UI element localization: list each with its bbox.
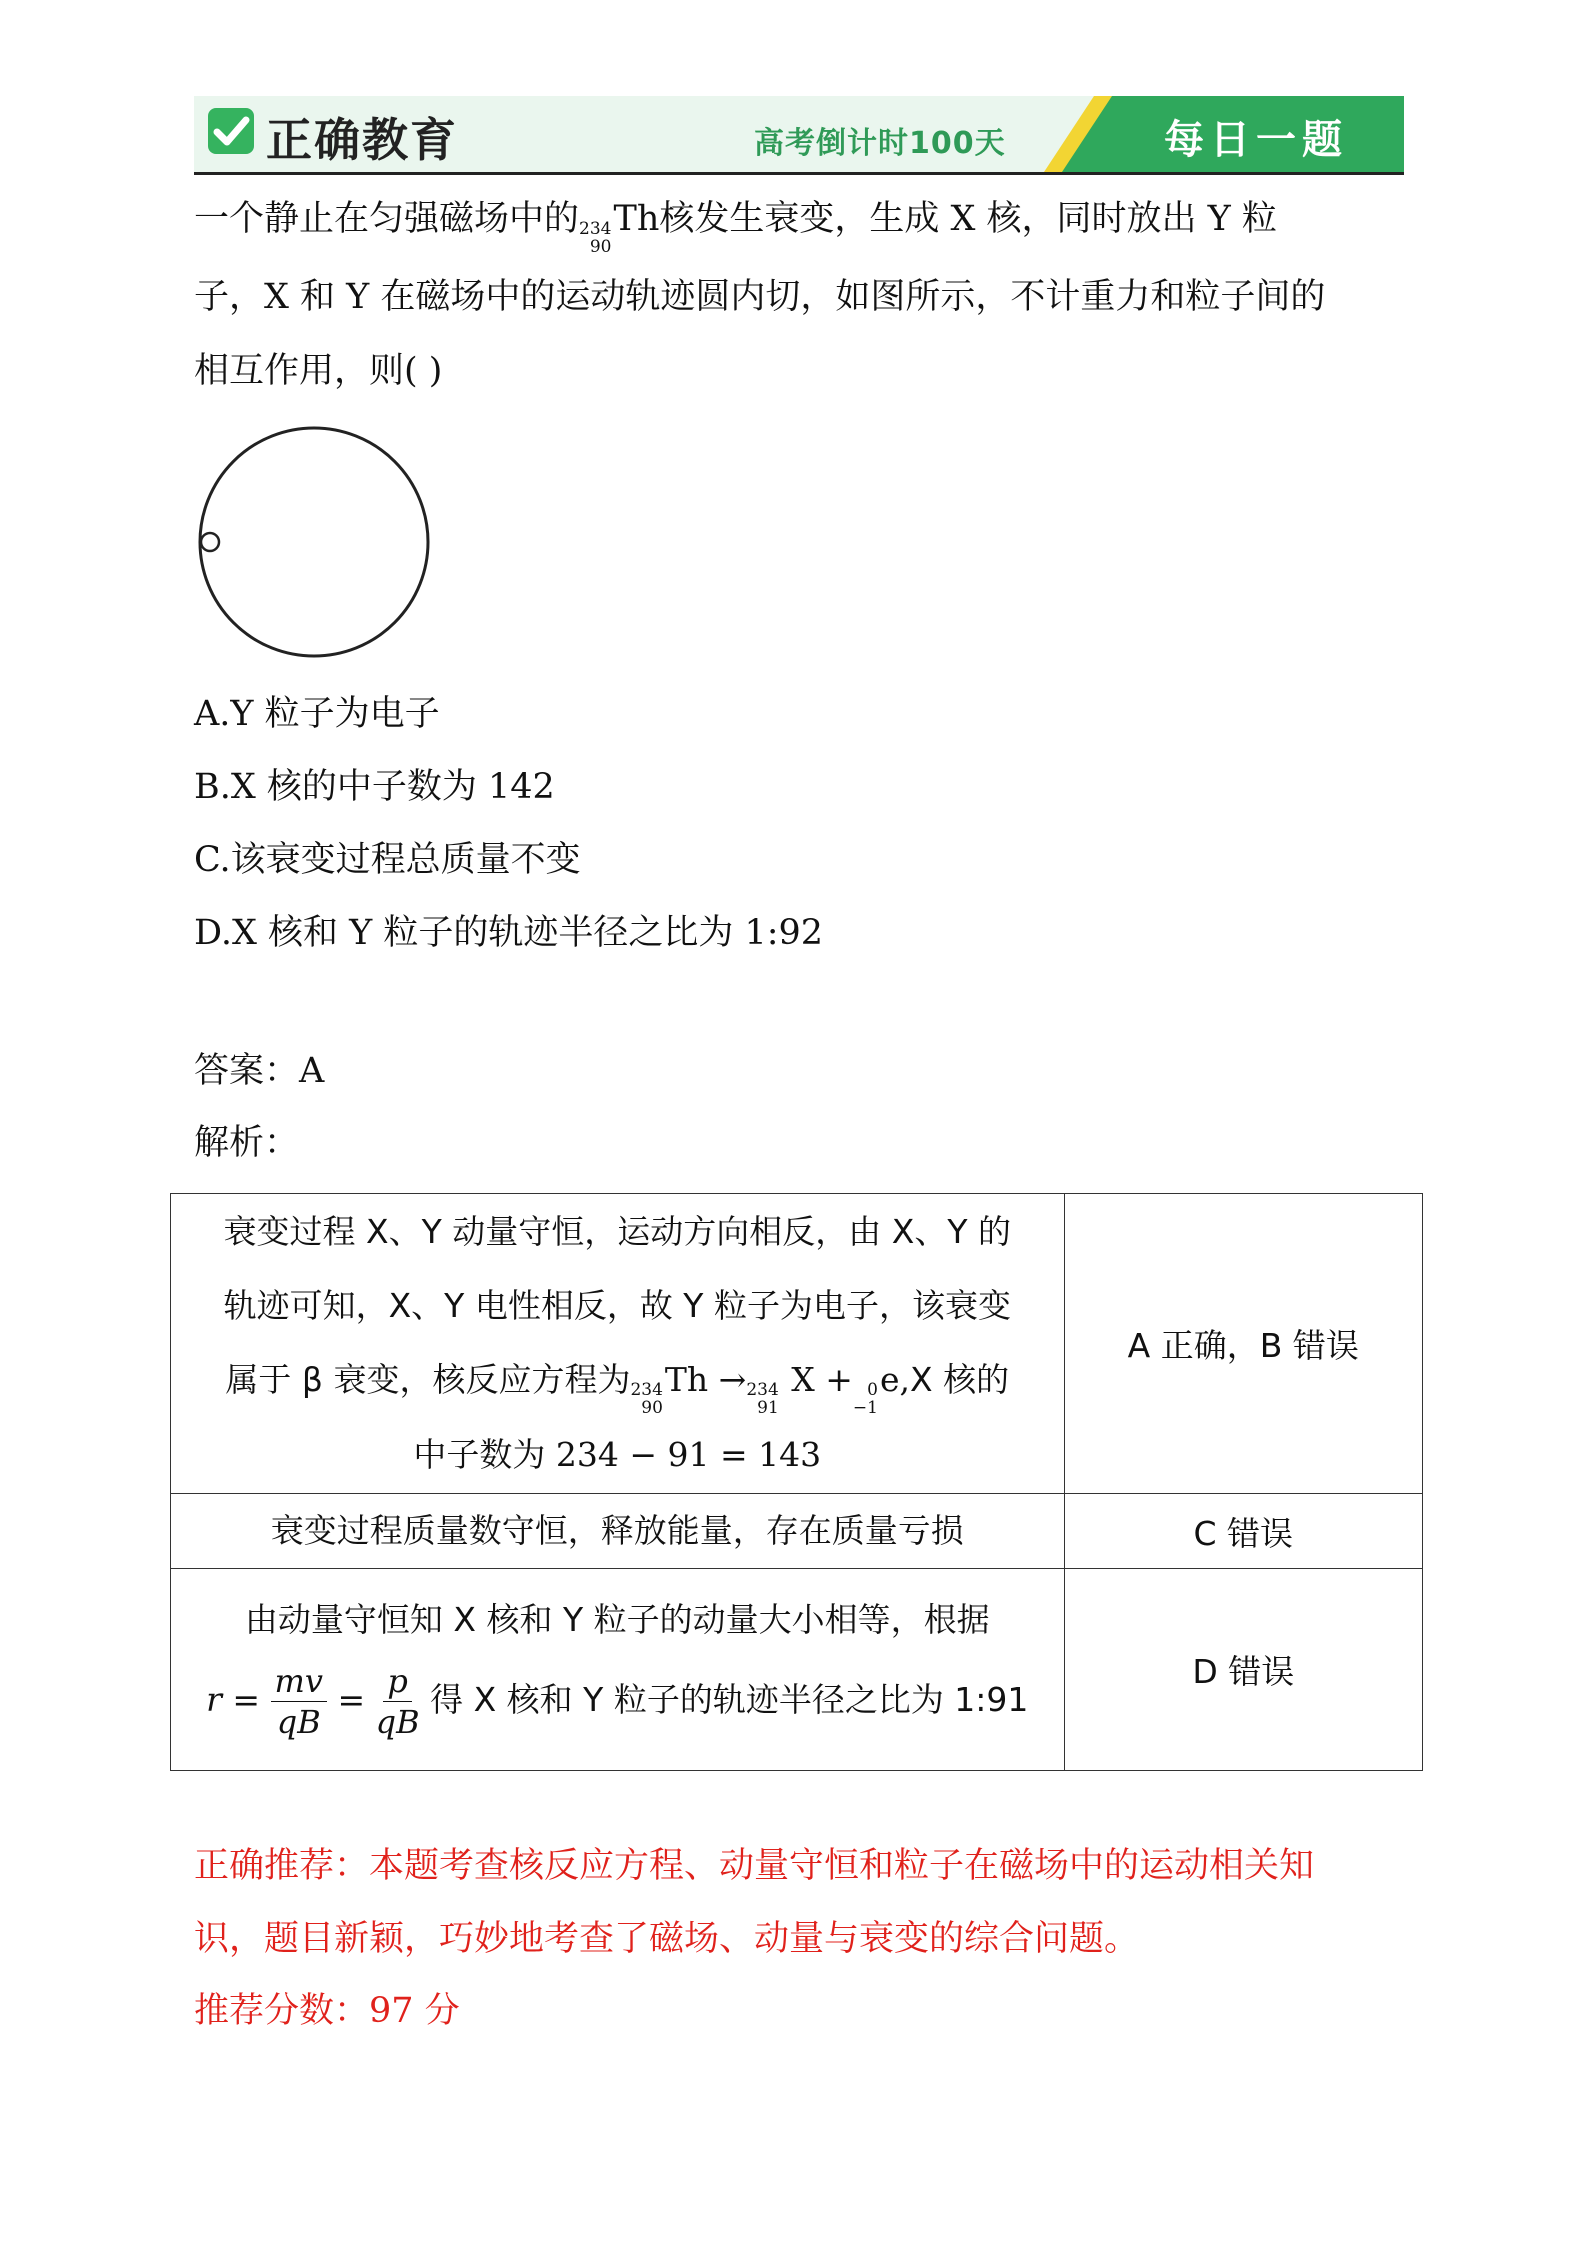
element-symbol: Th	[664, 1360, 709, 1400]
mass-number: 234	[746, 1380, 779, 1401]
answer: 答案：A	[194, 1051, 325, 1091]
mass-number: 0	[867, 1380, 878, 1401]
x-nuclide	[746, 1382, 778, 1418]
element-symbol: X +	[791, 1360, 853, 1400]
small-trajectory-circle	[201, 533, 219, 551]
option-b: B.X 核的中子数为 142	[194, 767, 555, 807]
atomic-number: 90	[589, 236, 612, 257]
analysis-text: 衰变过程 X、Y 动量守恒，运动方向相反，由 X、Y 的	[223, 1212, 1012, 1252]
table-row	[171, 1494, 1423, 1569]
fraction-denominator: qB	[375, 1703, 420, 1742]
neutron-count-formula: 中子数为 234 − 91 = 143	[413, 1434, 822, 1474]
result-cell: A 正确，B 错误	[1064, 1194, 1422, 1494]
analysis-text: 得 X 核和 Y 粒子的轨迹半径之比为 1:91	[430, 1680, 1029, 1720]
analysis-cell	[171, 1569, 1065, 1771]
reaction-arrow: →	[718, 1360, 747, 1400]
reaction-equation-line	[181, 1343, 1054, 1418]
fraction-numerator: mv	[271, 1661, 327, 1702]
result-cell: C 错误	[1064, 1494, 1422, 1569]
analysis-table	[170, 1193, 1423, 1771]
fraction-mv-qb	[271, 1661, 327, 1742]
analysis-text: 轨迹可知，X、Y 电性相反，故 Y 粒子为电子，该衰变	[223, 1286, 1011, 1326]
countdown-label: 高考倒计时100天	[754, 126, 1006, 161]
daily-question-label: 每日一题	[1164, 117, 1348, 163]
equals-sign: =	[337, 1680, 366, 1720]
analysis-text: X 核的	[910, 1360, 1010, 1400]
recommend-line-2: 识，题目新颖，巧妙地考查了磁场、动量与衰变的综合问题。	[194, 1919, 1140, 1959]
recommend-score: 推荐分数：97 分	[194, 1991, 460, 2031]
radius-formula-line	[181, 1661, 1054, 1742]
brand-name: 正确教育	[266, 113, 458, 167]
radius-symbol: r =	[206, 1680, 261, 1720]
fraction-denominator: qB	[276, 1703, 321, 1742]
option-a: A.Y 粒子为电子	[194, 694, 440, 734]
thorium-nuclide	[579, 221, 611, 257]
electron	[853, 1382, 878, 1418]
atomic-number: −1	[852, 1398, 878, 1418]
question-line-3: 相互作用，则( )	[194, 351, 443, 391]
element-symbol: e,	[879, 1360, 911, 1400]
table-row	[171, 1569, 1423, 1771]
analysis-text: 由动量守恒知 X 核和 Y 粒子的动量大小相等，根据	[244, 1599, 990, 1639]
option-d: D.X 核和 Y 粒子的轨迹半径之比为 1:92	[194, 913, 824, 953]
atomic-number: 90	[641, 1398, 663, 1418]
result-cell: D 错误	[1064, 1569, 1422, 1771]
table-row	[171, 1194, 1423, 1494]
analysis-cell: 衰变过程质量数守恒，释放能量，存在质量亏损	[171, 1494, 1065, 1569]
thorium-nuclide	[630, 1382, 662, 1418]
fraction-p-qb	[376, 1661, 420, 1742]
trajectory-figure	[198, 424, 438, 664]
mass-number: 234	[579, 219, 612, 239]
question-line-2: 子，X 和 Y 在磁场中的运动轨迹圆内切，如图所示，不计重力和粒子间的	[194, 277, 1326, 317]
analysis-text: 属于 β 衰变，核反应方程为	[225, 1360, 631, 1400]
header-banner	[194, 96, 1404, 175]
question-line-1	[194, 198, 1277, 257]
large-trajectory-circle	[200, 428, 428, 656]
mass-number: 234	[630, 1380, 663, 1401]
option-c: C.该衰变过程总质量不变	[194, 840, 581, 880]
atomic-number: 91	[757, 1398, 779, 1418]
question-text: 核发生衰变，生成 X 核，同时放出 Y 粒	[659, 199, 1277, 239]
element-symbol: Th	[613, 199, 660, 239]
daily-question-badge	[1044, 96, 1404, 172]
analysis-label: 解析：	[194, 1123, 300, 1163]
check-icon	[208, 108, 254, 154]
question-text: 一个静止在匀强磁场中的	[194, 199, 580, 239]
fraction-numerator: p	[383, 1661, 411, 1702]
recommend-line-1: 正确推荐：本题考查核反应方程、动量守恒和粒子在磁场中的运动相关知	[194, 1846, 1315, 1886]
analysis-cell	[171, 1194, 1065, 1494]
